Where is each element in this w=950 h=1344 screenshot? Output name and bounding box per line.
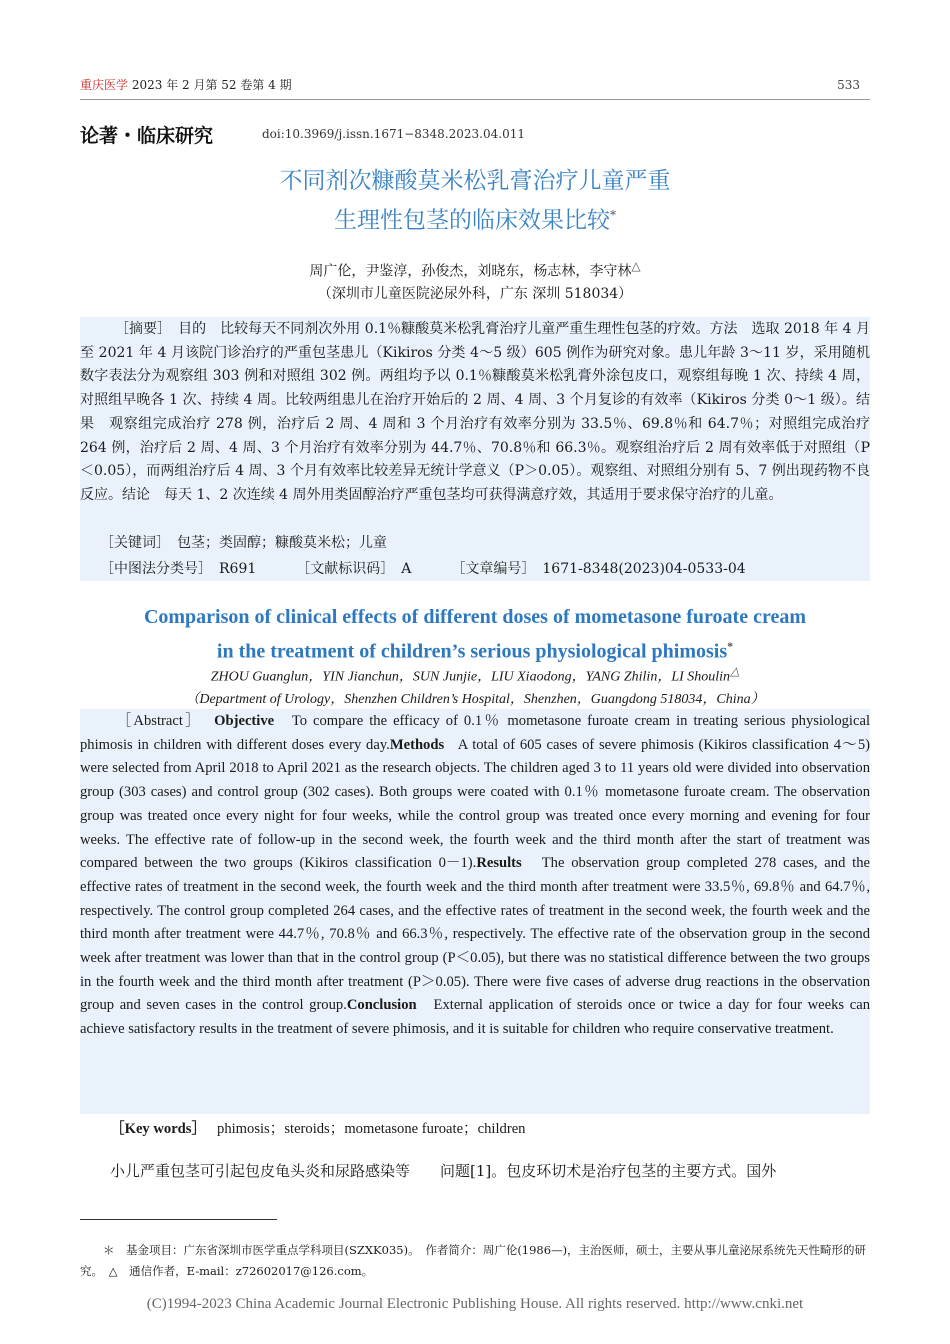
header-rule [80,99,870,100]
methods-text: A total of 605 cases of severe phimosis (Kikiros classification 4～5) were selected from April 2018 to April 2021 as the research objects. The children aged 3 to 11 years old were divided into observation group (303 cases) and control group (302 cases). Both groups were coated with 0.1％ mometasone furoate cream. The observation group was treated once every night for four weeks, while the control group was treated once every morning and evening for four weeks. The effective rate of follow-up in the second week, the fourth week and the third month after the start of treatment was compared between the two groups (Kikiros classification 0－1). [80,736,871,872]
funding-mark: * [610,208,616,222]
cn-abstract: ［摘要］ 目的 比较每天不同剂次外用 0.1％糠酸莫米松乳膏治疗儿童严重生理性包茎的疗效。方法 选取 2018 年 4 月至 2021 年 4 月该院门诊治疗的严重包茎患儿（Kikiros 分类 4～5 级）605 例作为研究对象。患儿年龄 3～11 岁，采用随机数字表法分为观察组 303 例和对照组 302 例。两组均予以 0.1％糠酸莫米松乳膏外涂包皮口，观察组每晚 1 次、持续 4 周，对照组早晚各 1 次、持续 4 周。比较两组患儿在治疗开始后的 2 周、4 周、3 个月复诊的有效率（Kikiros 分类 0～1 级）。结果 观察组完成治疗 278 例，治疗后 2 周、4 周和 3 个月治疗有效率分别为 33.5％、69.8％和 64.7％；对照组完成治疗 264 例，治疗后 2 周、4 周、3 个月治疗有效率分别为 44.7％、70.8％和 66.3％。观察组治疗后 2 周有效率低于对照组（P＜0.05），而两组治疗后 4 周、3 个月有效率比较差异无统计学意义（P＞0.05）。观察组、对照组分别有 5、7 例出现药物不良反应。结论 每天 1、2 次连续 4 周外用类固醇治疗严重包茎均可获得满意疗效，其适用于要求保守治疗的儿童。 [80,321,870,503]
methods-label: Methods [389,736,445,753]
document-code: ［文献标识码］ A [296,561,412,577]
cn-authors [0,259,950,281]
cn-title-line-1: 不同剂次糠酸莫米松乳膏治疗儿童严重 [279,168,671,194]
abstract-label: ［Abstract］ [116,713,203,729]
en-keywords [110,1117,525,1138]
en-funding-mark: * [727,639,734,653]
conclusion-text: External application of steroids once or twice a day for four weeks can achieve satisfactory results in the treatment of severe phimosis, and it is suitable for children who require conservative treatment. [80,997,870,1038]
issue-info: 2023 年 2 月第 52 卷第 4 期 [131,78,292,92]
objective-text: To compare the efficacy of 0.1％ mometasone furoate cream in treating serious physiological phimosis in children with different doses every day. [80,713,870,753]
article-number: ［文章编号］ 1671-8348(2023)04-0533-04 [451,561,746,577]
keywords-label: ［Key words］ [110,1121,207,1137]
en-title-line-1: Comparison of clinical effects of different doses of mometasone furoate cream [143,606,807,628]
section-label: 论著・临床研究 [80,125,214,147]
keywords-text: phimosis；steroids；mometasone furoate；children [217,1121,526,1137]
en-title-text: in the treatment of children’s serious physiological phimosis [216,640,728,663]
en-authors [0,664,950,686]
en-corresponding-mark: △ [730,664,740,678]
journal-name: 重庆医学 [80,78,129,92]
en-affiliation: （Department of Urology，Shenzhen Children’s Hospital，Shenzhen，Guangdong 518034，China） [185,692,765,707]
conclusion-label: Conclusion [346,997,417,1014]
en-abstract [80,710,870,1042]
corresponding-mark: △ [631,259,641,273]
cn-affiliation: （深圳市儿童医院泌尿外科，广东 深圳 518034） [317,286,633,302]
cn-keywords: ［关键词］ 包茎；类固醇；糠酸莫米松；儿童 [100,535,387,551]
results-text: The observation group completed 278 cases, and the effective rates of treatment in the second week, the fourth week and the third month after treatment were 33.5％, 69.8％ and 64.7％, respectively. The control group completed 264 cases, and the effective rates of treatment in the second week, the fourth week and the third month after treatment were 44.7％, 70.8％ and 66.3％, respectively. The effective rate of the observation group in the second week after treatment was lower than that in the control group (P＜0.05), but there was no statistical difference between the two groups in the fourth week and the third month after treatment (P＞0.05). There were five cases of adverse drug reactions in the observation group and seven cases in the control group. [80,855,870,1014]
copyright-line: (C)1994-2023 China Academic Journal Electronic Publishing House. All rights reserved. http://www.cnki.net [146,1296,804,1312]
footnote-rule [80,1219,277,1220]
results-label: Results [476,855,522,872]
cn-author-list: 周广伦，尹鉴淳，孙俊杰，刘晓东，杨志林，李守林 [309,263,632,280]
footnote: ＊ 基金项目：广东省深圳市医学重点学科项目(SZXK035)。 作者简介：周广伦(1986—)，主治医师，硕士，主要从事儿童泌尿系统先天性畸形的研究。 △ 通信作者，E-mail：z72602017@126.com。 [80,1243,867,1278]
cn-classification [100,558,860,578]
objective-label: Objective [214,713,275,729]
cn-title-text: 生理性包茎的临床效果比较 [334,207,610,234]
running-header [80,76,292,93]
body-text: 小儿严重包茎可引起包皮龟头炎和尿路感染等 问题[1]。包皮环切术是治疗包茎的主要方式。国外 [110,1162,777,1180]
doi: doi:10.3969/j.issn.1671−8348.2023.04.011 [262,127,525,141]
cn-title-line-2 [0,198,950,238]
page-number: 533 [837,78,860,92]
en-title-line-2 [0,632,950,667]
en-author-list: ZHOU Guanglun，YIN Jianchun，SUN Junjie，LIU Xiaodong，YANG Zhilin，LI Shoulin [210,669,731,685]
clc-number: ［中图法分类号］ R691 [100,561,257,577]
